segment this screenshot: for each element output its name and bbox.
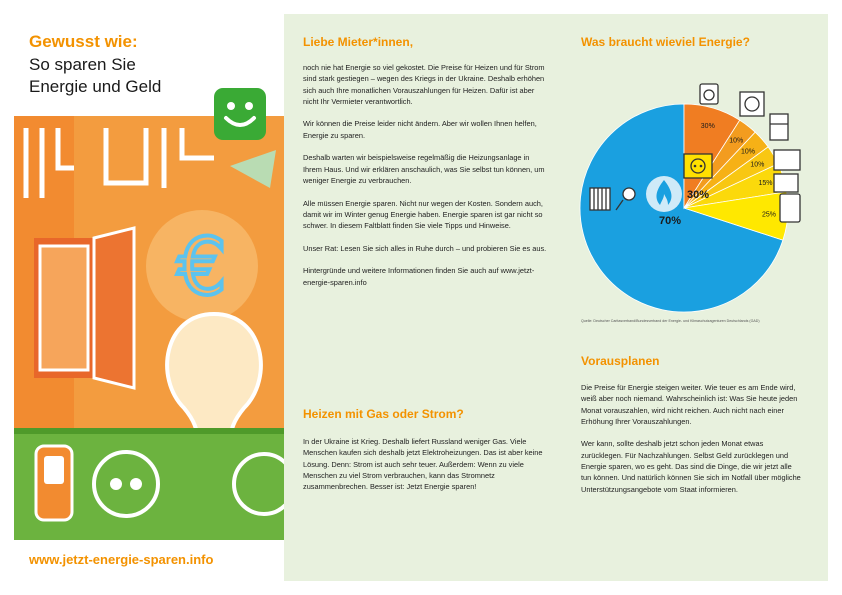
paragraph: Die Preise für Energie steigen weiter. Wie teuer es am Ende wird, weiß aber noch niemand. Wahrscheinlich ist: Was Sie heute jeden Monat vorauszahlen, wird nicht reichen. Auch nicht nach einer Erhöhung Ihrer Vorauszahlungen.: [581, 383, 798, 426]
pie-slice-label: 25%: [762, 211, 777, 219]
chart-source: Quelle: Deutscher Caritasverband/Bundesverband der Energie- und Klimaschutzagenturen Deutschlands (GAD): [581, 319, 760, 323]
power-switch-icon: [36, 446, 72, 520]
pie-slice-label: 10%: [750, 161, 765, 169]
fridge-icon: [770, 114, 788, 140]
heading-liebe: Liebe Mieter*innen,: [303, 35, 414, 49]
cover-url: www.jetzt-energie-sparen.info: [29, 552, 214, 567]
cover-kicker: Gewusst wie:: [29, 32, 138, 51]
text-liebe: [303, 62, 547, 299]
paragraph: In der Ukraine ist Krieg. Deshalb liefert Russland weniger Gas. Viele Menschen kaufen sich deshalb jetzt Elektroheizungen. Das ist aber keine Lösung. Denn: Strom ist auch sehr teuer. Außerdem: Wenn zu viele Menschen zu viel Strom verbrauchen, kann das Stromnetz zusammenbrechen. Besser ist: Jetzt Energie sparen!: [303, 437, 543, 492]
pie-slice-label: 30%: [700, 123, 715, 131]
text-vorausplanen: [581, 382, 803, 506]
window-icon: [34, 228, 134, 388]
pie-slice-label: 15%: [758, 179, 773, 187]
stove-icon: [740, 92, 764, 116]
flame-icon: [646, 176, 682, 212]
paragraph: Hintergründe und weitere Informationen finden Sie auch auf www.jetzt-energie-sparen.info: [303, 266, 535, 287]
washing-machine-icon: [700, 84, 718, 104]
energy-pie-chart: [576, 70, 812, 318]
smiley-icon: [214, 88, 266, 140]
paragraph: Deshalb warten wir beispielsweise regelmäßig die Heizungsanlage in Ihrem Haus. Und wir erklären anschaulich, was Sie selbst tun können, um weniger Energie zu verbrauchen.: [303, 153, 545, 185]
paragraph: noch nie hat Energie so viel gekostet. Die Preise für Heizen und für Strom sind stark gestiegen – wegen des Kriegs in der Ukraine. Deshalb erhöhen sich auch Ihre monatlichen Vorauszahlungen für Heizen. Dafür ist aber nicht Ihr Vermieter verantwortlich.: [303, 63, 545, 106]
pie-slice-label: 10%: [740, 148, 755, 156]
pie-svg: [576, 70, 812, 318]
pie-label-electricity: 30%: [686, 189, 710, 201]
cover-panel: [0, 0, 284, 595]
text-heizen: [303, 436, 547, 504]
pie-label-heating: 70%: [658, 215, 682, 227]
paragraph: Alle müssen Energie sparen. Nicht nur wegen der Kosten. Sondern auch, damit wir im Winter genug Energie haben. Energie sparen ist gar nicht so schwer. In diesem Faltblatt finden Sie viele Tipps und Hinweise.: [303, 198, 543, 231]
radiator-icon: [590, 188, 610, 210]
paragraph: Unser Rat: Lesen Sie sich alles in Ruhe durch – und probieren Sie es aus.: [303, 243, 547, 253]
lamp-icon: [780, 194, 800, 222]
euro-coin-icon: [146, 210, 258, 322]
tv-icon: [774, 150, 800, 170]
paragraph: Wir können die Preise leider nicht ändern. Aber wir wollen Ihnen helfen, Energie zu sparen.: [303, 119, 537, 140]
energy-illustration: [14, 88, 284, 540]
cover-title-line2: Energie und Geld: [29, 77, 162, 96]
heading-heizen: Heizen mit Gas oder Strom?: [303, 407, 464, 421]
heading-energie: Was braucht wieviel Energie?: [581, 35, 750, 49]
cover-title-line1: So sparen Sie: [29, 55, 136, 74]
heading-vorausplanen: Vorausplanen: [581, 354, 660, 368]
socket-icon: [684, 154, 712, 178]
svg-text:€: €: [177, 223, 227, 313]
pie-slice-label: 10%: [729, 137, 744, 145]
paragraph: Wer kann, sollte deshalb jetzt schon jeden Monat etwas zurücklegen. Für Nachzahlungen. Selbst Geld zurücklegen und Energie sparen, wo es geht. Das sind die Dinge, die wir jetzt alle tun können. Und natürlich können Sie sich im Notfall über mögliche Unterstützungsangebote vom Staat informieren.: [581, 439, 801, 494]
